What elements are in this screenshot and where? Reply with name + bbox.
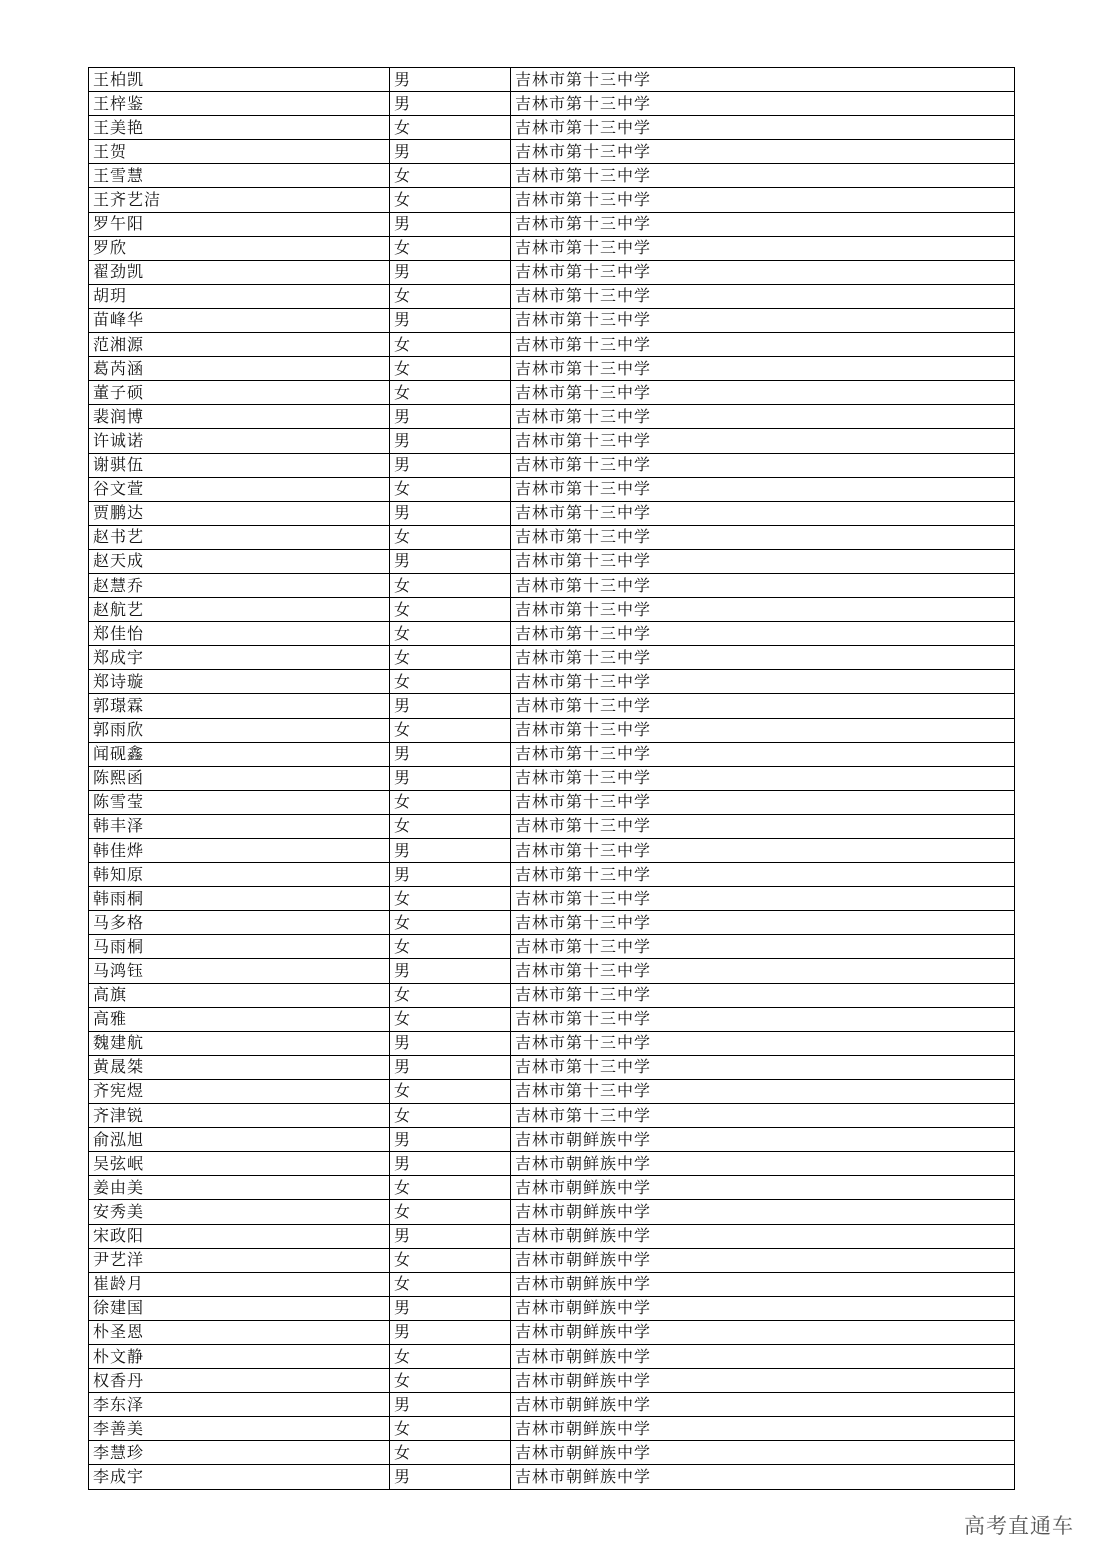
student-name-cell: 李慧珍 [89, 1441, 390, 1465]
gender-cell: 女 [390, 188, 511, 212]
student-name-cell: 罗午阳 [89, 212, 390, 236]
student-name-cell: 尹艺洋 [89, 1248, 390, 1272]
gender-cell: 女 [390, 1369, 511, 1393]
gender-cell: 女 [390, 1007, 511, 1031]
table-row [89, 1104, 1015, 1128]
student-name-cell: 韩佳烨 [89, 839, 390, 863]
table-row [89, 766, 1015, 790]
school-cell: 吉林市第十三中学 [511, 766, 1015, 790]
gender-cell: 女 [390, 236, 511, 260]
table-row [89, 1296, 1015, 1320]
gender-cell: 女 [390, 357, 511, 381]
school-cell: 吉林市第十三中学 [511, 164, 1015, 188]
table-row [89, 501, 1015, 525]
school-cell: 吉林市第十三中学 [511, 790, 1015, 814]
table-row [89, 1200, 1015, 1224]
student-name-cell: 谷文萱 [89, 477, 390, 501]
gender-cell: 女 [390, 1079, 511, 1103]
gender-cell: 男 [390, 501, 511, 525]
student-name-cell: 齐宪煜 [89, 1079, 390, 1103]
school-cell: 吉林市第十三中学 [511, 92, 1015, 116]
gender-cell: 男 [390, 1296, 511, 1320]
student-name-cell: 权香丹 [89, 1369, 390, 1393]
gender-cell: 女 [390, 1344, 511, 1368]
gender-cell: 女 [390, 333, 511, 357]
table-row [89, 1441, 1015, 1465]
school-cell: 吉林市第十三中学 [511, 911, 1015, 935]
table-row [89, 429, 1015, 453]
school-cell: 吉林市第十三中学 [511, 1055, 1015, 1079]
table-row [89, 68, 1015, 92]
gender-cell: 男 [390, 549, 511, 573]
table-row [89, 887, 1015, 911]
table-row [89, 718, 1015, 742]
school-cell: 吉林市朝鲜族中学 [511, 1152, 1015, 1176]
school-cell: 吉林市第十三中学 [511, 68, 1015, 92]
table-row [89, 333, 1015, 357]
school-cell: 吉林市朝鲜族中学 [511, 1369, 1015, 1393]
student-name-cell: 裴润博 [89, 405, 390, 429]
table-row [89, 92, 1015, 116]
school-cell: 吉林市第十三中学 [511, 959, 1015, 983]
school-cell: 吉林市第十三中学 [511, 1031, 1015, 1055]
gender-cell: 女 [390, 1200, 511, 1224]
school-cell: 吉林市朝鲜族中学 [511, 1296, 1015, 1320]
table-row [89, 670, 1015, 694]
school-cell: 吉林市第十三中学 [511, 188, 1015, 212]
table-row [89, 236, 1015, 260]
gender-cell: 女 [390, 573, 511, 597]
student-name-cell: 王美艳 [89, 116, 390, 140]
watermark-text: 高考直通车 [964, 1514, 1074, 1538]
student-name-cell: 郭璟霖 [89, 694, 390, 718]
student-name-cell: 马多格 [89, 911, 390, 935]
student-name-cell: 朴文静 [89, 1344, 390, 1368]
school-cell: 吉林市第十三中学 [511, 598, 1015, 622]
gender-cell: 女 [390, 525, 511, 549]
table-row [89, 1320, 1015, 1344]
gender-cell: 男 [390, 742, 511, 766]
table-row [89, 573, 1015, 597]
gender-cell: 女 [390, 381, 511, 405]
gender-cell: 女 [390, 1441, 511, 1465]
school-cell: 吉林市第十三中学 [511, 935, 1015, 959]
gender-cell: 女 [390, 1104, 511, 1128]
student-name-cell: 李东泽 [89, 1393, 390, 1417]
school-cell: 吉林市第十三中学 [511, 742, 1015, 766]
table-row [89, 598, 1015, 622]
gender-cell: 女 [390, 1417, 511, 1441]
school-cell: 吉林市第十三中学 [511, 1079, 1015, 1103]
gender-cell: 女 [390, 935, 511, 959]
gender-cell: 女 [390, 670, 511, 694]
student-name-cell: 齐津锐 [89, 1104, 390, 1128]
table-row [89, 911, 1015, 935]
student-name-cell: 罗欣 [89, 236, 390, 260]
table-row [89, 935, 1015, 959]
student-name-cell: 姜由美 [89, 1176, 390, 1200]
table-row [89, 1128, 1015, 1152]
student-name-cell: 马鸿钰 [89, 959, 390, 983]
student-roster-table [88, 67, 1015, 1490]
student-name-cell: 韩知原 [89, 863, 390, 887]
student-name-cell: 郑诗璇 [89, 670, 390, 694]
student-name-cell: 韩雨桐 [89, 887, 390, 911]
school-cell: 吉林市第十三中学 [511, 357, 1015, 381]
student-name-cell: 韩丰泽 [89, 814, 390, 838]
student-name-cell: 李成宇 [89, 1465, 390, 1489]
student-name-cell: 崔龄月 [89, 1272, 390, 1296]
table-row [89, 1176, 1015, 1200]
table-row [89, 1152, 1015, 1176]
gender-cell: 男 [390, 453, 511, 477]
student-name-cell: 郑佳怡 [89, 622, 390, 646]
student-name-cell: 马雨桐 [89, 935, 390, 959]
gender-cell: 女 [390, 477, 511, 501]
gender-cell: 男 [390, 308, 511, 332]
table-row [89, 959, 1015, 983]
school-cell: 吉林市第十三中学 [511, 308, 1015, 332]
school-cell: 吉林市第十三中学 [511, 333, 1015, 357]
school-cell: 吉林市第十三中学 [511, 863, 1015, 887]
table-row [89, 284, 1015, 308]
student-name-cell: 翟劲凯 [89, 260, 390, 284]
gender-cell: 女 [390, 790, 511, 814]
school-cell: 吉林市朝鲜族中学 [511, 1128, 1015, 1152]
student-name-cell: 赵书艺 [89, 525, 390, 549]
student-name-cell: 李善美 [89, 1417, 390, 1441]
student-name-cell: 赵天成 [89, 549, 390, 573]
gender-cell: 男 [390, 92, 511, 116]
school-cell: 吉林市朝鲜族中学 [511, 1272, 1015, 1296]
gender-cell: 男 [390, 766, 511, 790]
student-name-cell: 郭雨欣 [89, 718, 390, 742]
table-row [89, 1393, 1015, 1417]
student-name-cell: 高旗 [89, 983, 390, 1007]
school-cell: 吉林市第十三中学 [511, 381, 1015, 405]
school-cell: 吉林市第十三中学 [511, 405, 1015, 429]
table-row [89, 477, 1015, 501]
table-row [89, 140, 1015, 164]
school-cell: 吉林市第十三中学 [511, 839, 1015, 863]
gender-cell: 女 [390, 598, 511, 622]
table-row [89, 1248, 1015, 1272]
school-cell: 吉林市第十三中学 [511, 1104, 1015, 1128]
student-name-cell: 苗峰华 [89, 308, 390, 332]
student-name-cell: 王雪慧 [89, 164, 390, 188]
school-cell: 吉林市第十三中学 [511, 429, 1015, 453]
student-name-cell: 郑成宇 [89, 646, 390, 670]
gender-cell: 男 [390, 1128, 511, 1152]
school-cell: 吉林市第十三中学 [511, 525, 1015, 549]
student-name-cell: 许诚诺 [89, 429, 390, 453]
school-cell: 吉林市第十三中学 [511, 1007, 1015, 1031]
school-cell: 吉林市朝鲜族中学 [511, 1465, 1015, 1489]
gender-cell: 女 [390, 116, 511, 140]
table-row [89, 790, 1015, 814]
table-row [89, 694, 1015, 718]
school-cell: 吉林市朝鲜族中学 [511, 1417, 1015, 1441]
table-row [89, 405, 1015, 429]
student-name-cell: 陈熙函 [89, 766, 390, 790]
table-row [89, 357, 1015, 381]
student-name-cell: 范湘源 [89, 333, 390, 357]
roster-body [89, 68, 1015, 1490]
table-row [89, 212, 1015, 236]
school-cell: 吉林市第十三中学 [511, 116, 1015, 140]
student-name-cell: 宋政阳 [89, 1224, 390, 1248]
table-row [89, 1369, 1015, 1393]
school-cell: 吉林市第十三中学 [511, 549, 1015, 573]
table-row [89, 1079, 1015, 1103]
student-name-cell: 吴弦岷 [89, 1152, 390, 1176]
table-row [89, 164, 1015, 188]
student-name-cell: 朴圣恩 [89, 1320, 390, 1344]
gender-cell: 男 [390, 1055, 511, 1079]
gender-cell: 男 [390, 68, 511, 92]
gender-cell: 男 [390, 140, 511, 164]
student-name-cell: 徐建国 [89, 1296, 390, 1320]
school-cell: 吉林市第十三中学 [511, 646, 1015, 670]
gender-cell: 女 [390, 1272, 511, 1296]
table-row [89, 453, 1015, 477]
student-name-cell: 安秀美 [89, 1200, 390, 1224]
table-row [89, 188, 1015, 212]
school-cell: 吉林市第十三中学 [511, 477, 1015, 501]
school-cell: 吉林市朝鲜族中学 [511, 1224, 1015, 1248]
school-cell: 吉林市第十三中学 [511, 814, 1015, 838]
school-cell: 吉林市第十三中学 [511, 236, 1015, 260]
school-cell: 吉林市朝鲜族中学 [511, 1248, 1015, 1272]
table-row [89, 549, 1015, 573]
table-row [89, 1272, 1015, 1296]
student-name-cell: 谢骐伍 [89, 453, 390, 477]
table-row [89, 1465, 1015, 1489]
gender-cell: 男 [390, 863, 511, 887]
student-name-cell: 赵慧乔 [89, 573, 390, 597]
gender-cell: 女 [390, 887, 511, 911]
school-cell: 吉林市朝鲜族中学 [511, 1344, 1015, 1368]
student-name-cell: 王齐艺洁 [89, 188, 390, 212]
school-cell: 吉林市第十三中学 [511, 887, 1015, 911]
gender-cell: 男 [390, 429, 511, 453]
table-row [89, 116, 1015, 140]
school-cell: 吉林市朝鲜族中学 [511, 1393, 1015, 1417]
gender-cell: 男 [390, 694, 511, 718]
school-cell: 吉林市第十三中学 [511, 670, 1015, 694]
table-row [89, 983, 1015, 1007]
student-name-cell: 俞泓旭 [89, 1128, 390, 1152]
gender-cell: 女 [390, 164, 511, 188]
table-row [89, 814, 1015, 838]
student-name-cell: 王柏凯 [89, 68, 390, 92]
school-cell: 吉林市朝鲜族中学 [511, 1441, 1015, 1465]
gender-cell: 男 [390, 260, 511, 284]
table-row [89, 1417, 1015, 1441]
table-row [89, 308, 1015, 332]
gender-cell: 女 [390, 622, 511, 646]
school-cell: 吉林市第十三中学 [511, 140, 1015, 164]
school-cell: 吉林市第十三中学 [511, 260, 1015, 284]
student-name-cell: 王梓鉴 [89, 92, 390, 116]
student-name-cell: 陈雪莹 [89, 790, 390, 814]
school-cell: 吉林市第十三中学 [511, 212, 1015, 236]
gender-cell: 女 [390, 284, 511, 308]
gender-cell: 男 [390, 1320, 511, 1344]
gender-cell: 男 [390, 405, 511, 429]
gender-cell: 男 [390, 212, 511, 236]
school-cell: 吉林市朝鲜族中学 [511, 1320, 1015, 1344]
table-row [89, 1224, 1015, 1248]
gender-cell: 女 [390, 911, 511, 935]
student-name-cell: 董子硕 [89, 381, 390, 405]
student-name-cell: 赵航艺 [89, 598, 390, 622]
gender-cell: 女 [390, 1248, 511, 1272]
student-name-cell: 黄晟桀 [89, 1055, 390, 1079]
school-cell: 吉林市第十三中学 [511, 573, 1015, 597]
student-name-cell: 闻砚鑫 [89, 742, 390, 766]
student-name-cell: 魏建航 [89, 1031, 390, 1055]
gender-cell: 男 [390, 1224, 511, 1248]
school-cell: 吉林市第十三中学 [511, 501, 1015, 525]
school-cell: 吉林市朝鲜族中学 [511, 1176, 1015, 1200]
student-name-cell: 王贺 [89, 140, 390, 164]
gender-cell: 男 [390, 1031, 511, 1055]
student-name-cell: 高雅 [89, 1007, 390, 1031]
table-row [89, 646, 1015, 670]
student-name-cell: 葛芮涵 [89, 357, 390, 381]
gender-cell: 女 [390, 983, 511, 1007]
school-cell: 吉林市第十三中学 [511, 622, 1015, 646]
table-row [89, 525, 1015, 549]
gender-cell: 男 [390, 1393, 511, 1417]
table-row [89, 839, 1015, 863]
gender-cell: 女 [390, 814, 511, 838]
gender-cell: 男 [390, 839, 511, 863]
table-row [89, 863, 1015, 887]
school-cell: 吉林市第十三中学 [511, 284, 1015, 308]
table-row [89, 622, 1015, 646]
student-name-cell: 贾鹏达 [89, 501, 390, 525]
gender-cell: 女 [390, 646, 511, 670]
table-row [89, 1031, 1015, 1055]
table-row [89, 1007, 1015, 1031]
table-row [89, 742, 1015, 766]
school-cell: 吉林市第十三中学 [511, 983, 1015, 1007]
gender-cell: 男 [390, 1152, 511, 1176]
table-row [89, 1055, 1015, 1079]
gender-cell: 男 [390, 1465, 511, 1489]
gender-cell: 女 [390, 718, 511, 742]
table-row [89, 260, 1015, 284]
student-name-cell: 胡玥 [89, 284, 390, 308]
school-cell: 吉林市第十三中学 [511, 718, 1015, 742]
table-row [89, 381, 1015, 405]
gender-cell: 女 [390, 1176, 511, 1200]
table-row [89, 1344, 1015, 1368]
school-cell: 吉林市第十三中学 [511, 694, 1015, 718]
gender-cell: 男 [390, 959, 511, 983]
school-cell: 吉林市朝鲜族中学 [511, 1200, 1015, 1224]
school-cell: 吉林市第十三中学 [511, 453, 1015, 477]
